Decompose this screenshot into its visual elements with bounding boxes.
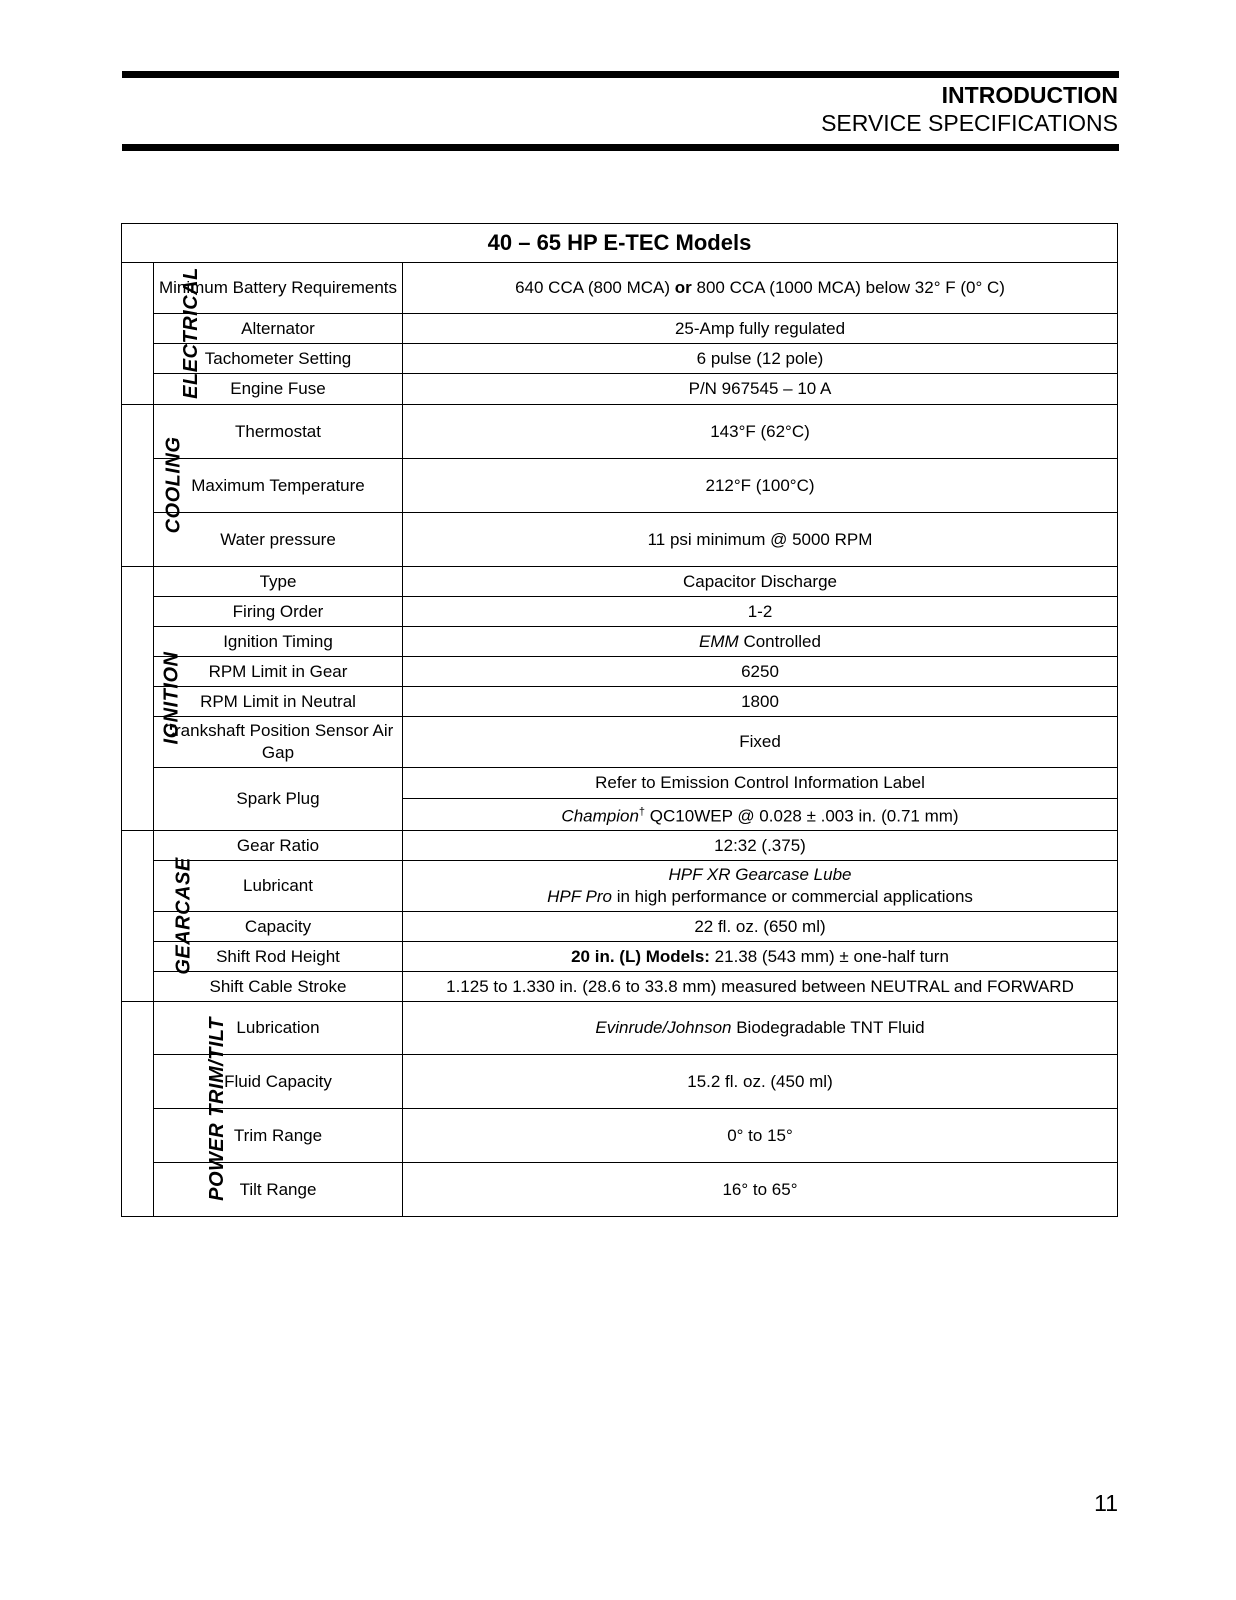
category-electrical	[122, 263, 202, 405]
row-value: 640 CCA (800 MCA) or 800 CCA (1000 MCA) below 32° F (0° C)	[403, 263, 1118, 314]
row-label: Shift Rod Height	[154, 942, 403, 972]
row-value: Capacitor Discharge	[403, 567, 1118, 597]
row-label: RPM Limit in Neutral	[154, 687, 403, 717]
row-label: Maximum Temperature	[154, 459, 403, 513]
row-label: Spark Plug	[154, 768, 403, 831]
row-label: Water pressure	[154, 513, 403, 567]
category-cooling	[122, 405, 185, 567]
row-value: HPF XR Gearcase Lube HPF Pro in high performance or commercial applications	[403, 861, 1118, 912]
row-value: 0° to 15°	[403, 1109, 1118, 1163]
row-label: Minimum Battery Requirements	[154, 263, 403, 314]
category-power-trim-tilt	[122, 1002, 228, 1217]
row-value: 1.125 to 1.330 in. (28.6 to 33.8 mm) measured between NEUTRAL and FORWARD	[403, 972, 1118, 1002]
row-label: Capacity	[154, 912, 403, 942]
row-value: 25-Amp fully regulated	[403, 314, 1118, 344]
row-value: 1800	[403, 687, 1118, 717]
header-rule-top	[122, 71, 1119, 78]
row-label: Alternator	[154, 314, 403, 344]
row-label: Trim Range	[154, 1109, 403, 1163]
row-value: 15.2 fl. oz. (450 ml)	[403, 1055, 1118, 1109]
row-value: EMM Controlled	[403, 627, 1118, 657]
row-value: 6 pulse (12 pole)	[403, 344, 1118, 374]
row-label: Fluid Capacity	[154, 1055, 403, 1109]
row-label: Tachometer Setting	[154, 344, 403, 374]
row-label: Firing Order	[154, 597, 403, 627]
row-value: Champion† QC10WEP @ 0.028 ± .003 in. (0.71 mm)	[403, 799, 1118, 831]
row-value: 212°F (100°C)	[403, 459, 1118, 513]
row-value: P/N 967545 – 10 A	[403, 374, 1118, 405]
row-value: 22 fl. oz. (650 ml)	[403, 912, 1118, 942]
row-label: Type	[154, 567, 403, 597]
row-label: RPM Limit in Gear	[154, 657, 403, 687]
row-label: Shift Cable Stroke	[154, 972, 403, 1002]
row-value: 143°F (62°C)	[403, 405, 1118, 459]
category-gearcase	[122, 831, 195, 1002]
row-label: Lubrication	[154, 1002, 403, 1055]
row-value: 16° to 65°	[403, 1163, 1118, 1217]
row-value: 6250	[403, 657, 1118, 687]
header-rule-bottom	[122, 144, 1119, 151]
row-value: Fixed	[403, 717, 1118, 768]
row-value: 12:32 (.375)	[403, 831, 1118, 861]
row-label: Thermostat	[154, 405, 403, 459]
category-cooling-label: COOLING	[162, 436, 185, 534]
row-label: Gear Ratio	[154, 831, 403, 861]
row-value: Refer to Emission Control Information Label	[403, 768, 1118, 799]
table-title: 40 – 65 HP E-TEC Models	[122, 224, 1118, 263]
row-label: Lubricant	[154, 861, 403, 912]
category-ignition	[122, 567, 183, 831]
row-value: 1-2	[403, 597, 1118, 627]
category-power-trim-tilt-label: POWER TRIM/TILT	[205, 1016, 228, 1201]
row-label: Engine Fuse	[154, 374, 403, 405]
page-number: 11	[1094, 1490, 1118, 1516]
chapter-title: INTRODUCTION	[941, 82, 1118, 108]
spec-table	[121, 223, 1118, 1217]
category-electrical-label: ELECTRICAL	[179, 267, 202, 399]
row-label: Ignition Timing	[154, 627, 403, 657]
row-label: Tilt Range	[154, 1163, 403, 1217]
row-label: Crankshaft Position Sensor Air Gap	[154, 717, 403, 768]
row-value: Evinrude/Johnson Biodegradable TNT Fluid	[403, 1002, 1118, 1055]
category-ignition-label: IGNITION	[160, 651, 183, 745]
row-value: 20 in. (L) Models: 21.38 (543 mm) ± one-half turn	[403, 942, 1118, 972]
category-gearcase-label: GEARCASE	[172, 856, 195, 975]
section-title: SERVICE SPECIFICATIONS	[821, 110, 1118, 136]
row-value: 11 psi minimum @ 5000 RPM	[403, 513, 1118, 567]
